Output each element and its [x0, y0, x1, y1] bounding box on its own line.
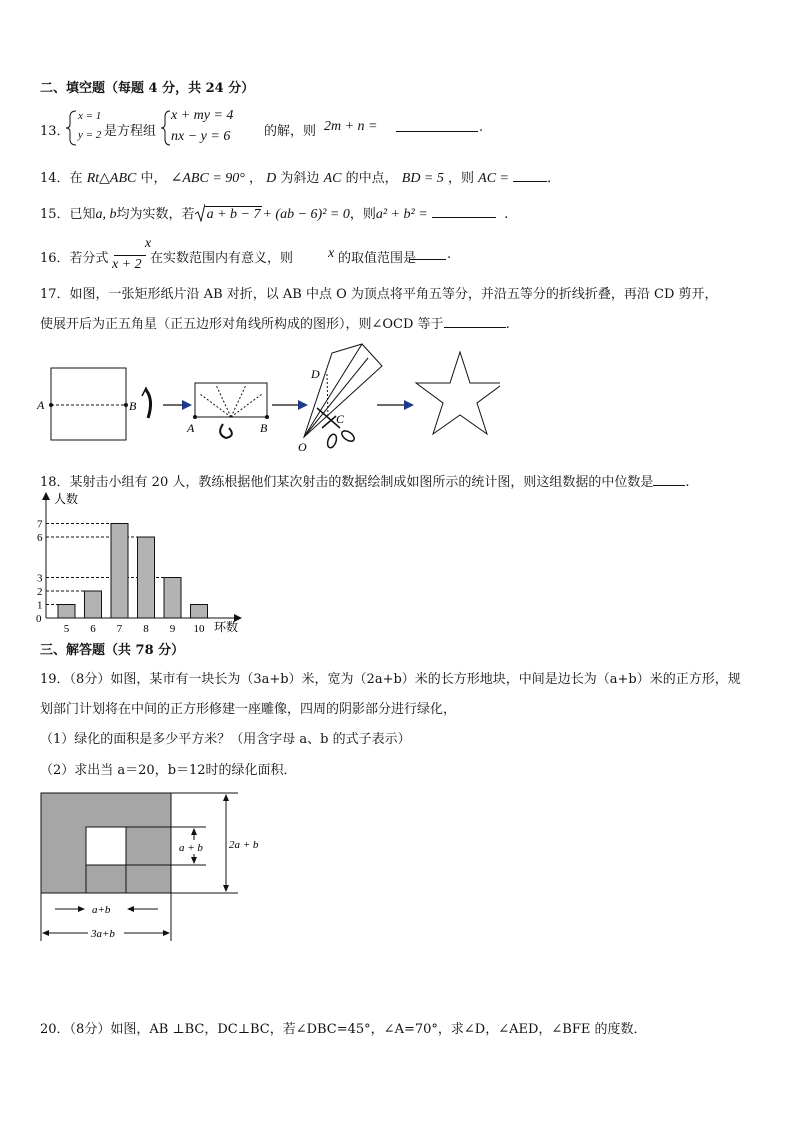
q19-line2: 划部门计划将在中间的正方形修建一座雕像，四周的阴影部分进行绿化， [40, 702, 457, 717]
label-a: A [187, 421, 195, 435]
inner-square [86, 827, 126, 865]
question-18: 18．某射击小组有 20 人，教练根据他们某次射击的数据绘制成如图所示的统计图，则这组数据的中位数是 . [40, 475, 690, 490]
paper-square [51, 368, 126, 440]
q13-expression: 2m + n = [324, 119, 378, 134]
q16-text: 的取值范围是 [338, 251, 417, 266]
fraction-bar [114, 255, 146, 256]
bar-6 [85, 591, 102, 618]
y-tick-1: 1 [37, 599, 43, 612]
q15-expression: a² + b² = [375, 207, 428, 222]
question-16: 16．若分式 x x + 2 在实数范围内有意义，则 x 的取值范围是 . [40, 236, 452, 272]
land-plot-figure [30, 788, 260, 946]
bar-7 [111, 524, 128, 619]
arrow-head-icon [298, 400, 308, 410]
y-tick-2: 2 [37, 586, 43, 598]
q18-text: 18．某射击小组有 20 人，教练根据他们某次射击的数据绘制成如图所示的统计图，则这组数据的中位数是 [40, 475, 654, 490]
x-axis-label: 环数 [214, 620, 239, 634]
label-c: C [336, 412, 345, 426]
answer-blank[interactable] [396, 119, 478, 132]
x-tick-10: 10 [193, 623, 205, 634]
variable-x: x [328, 246, 335, 261]
point-a [49, 403, 53, 407]
fraction-denominator: x + 2 [112, 257, 142, 272]
q16-text: 在实数范围内有意义，则 [150, 251, 294, 266]
label-inner-width: a+b [92, 904, 111, 916]
y-tick-3: 3 [37, 572, 43, 585]
solution-x: x = 1 [78, 110, 102, 122]
segment-ac: AC [323, 171, 342, 186]
q17-line1: 17．如图，一张矩形纸片沿 AB 对折，以 AB 中点 O 为顶点将平角五等分，并沿五等分的折线折叠，再沿 CD 剪开， [40, 287, 718, 302]
arrow-head-icon [163, 930, 170, 936]
answer-blank[interactable] [410, 247, 446, 260]
q13-text: 是方程组 [104, 124, 157, 139]
point-b [124, 403, 128, 407]
fraction-numerator: x [144, 236, 152, 251]
bar-8 [138, 537, 155, 618]
arrow-head-icon [127, 906, 134, 912]
fold-edge [304, 344, 362, 437]
fold-arrow-icon [220, 424, 232, 438]
label-o: O [298, 440, 307, 454]
equation-1: x + my = 4 [171, 108, 234, 123]
q14-text: ，则 [448, 171, 475, 186]
angle-abc: ∠ABC = 90° [170, 171, 245, 186]
point-d: D [266, 171, 277, 186]
arrow-head-icon [223, 794, 229, 801]
x-tick-9: 9 [169, 623, 176, 634]
folding-figure [30, 338, 500, 458]
q15-equation: + (ab − 6)² = 0 [262, 207, 350, 222]
q14-text: 为斜边 [280, 171, 320, 186]
answer-blank[interactable] [444, 315, 506, 328]
label-a: A [37, 398, 45, 412]
x-tick-5: 5 [63, 623, 70, 634]
question-number: 16．若分式 [40, 251, 109, 266]
q15-text: 均为实数，若 [116, 207, 195, 222]
arrow-head-icon [191, 828, 197, 835]
section-title-fill-in: 二、填空题（每题 4 分，共 24 分） [40, 81, 255, 96]
label-outer-width: 3a+b [91, 928, 115, 940]
arrow-head-icon [223, 885, 229, 892]
bar-10 [191, 605, 208, 619]
question-20: 20．（8分）如图，AB ⊥BC，DC⊥BC，若∠DBC=45°，∠A=70°，求∠D，∠AED，∠BFE 的度数． [40, 1022, 647, 1037]
label-b: B [129, 399, 137, 413]
five-fold-lines [200, 385, 262, 417]
label-inner-height: a + b [179, 842, 203, 854]
y-tick-7: 7 [37, 518, 43, 531]
cut-line-cd [327, 374, 328, 418]
arrow-head-icon [78, 906, 85, 912]
question-number: 15．已知 [40, 207, 96, 222]
point-a [193, 415, 197, 419]
q14-text: 的中点， [345, 171, 398, 186]
label-d: D [311, 367, 320, 381]
section-title-answer: 三、解答题（共 78 分） [40, 643, 185, 658]
triangle-name: Rt△ABC [86, 171, 137, 186]
arrow-head-icon [191, 857, 197, 864]
arrow-head-icon [182, 400, 192, 410]
q19-part1: （1）绿化的面积是多少平方米？（用含字母 a、b 的式子表示） [40, 732, 411, 747]
arrow-head-icon [404, 400, 414, 410]
bd-length: BD = 5 [401, 171, 444, 186]
variables-ab: a, b [95, 207, 117, 222]
answer-blank[interactable] [432, 205, 496, 218]
question-13: 13． x = 1 y = 2 是方程组 x + my = 4 nx − y = 6 的解，则 2m + n = . [40, 108, 484, 144]
question-15: 15．已知a, b均为实数，若 a + b − 7 + (ab − 6)² = 0，则a² + b² = . [40, 203, 508, 225]
answer-blank[interactable] [513, 169, 547, 182]
solution-y: y = 2 [78, 129, 102, 141]
radical-sign-icon [195, 204, 205, 222]
five-point-star-icon [416, 352, 500, 434]
x-tick-7: 7 [116, 623, 123, 634]
q14-text: ， [249, 171, 263, 186]
bar-9 [164, 578, 181, 619]
bar-chart [34, 490, 244, 634]
left-brace-icon [64, 110, 78, 146]
q17-line2: 使展开后为正五角星（正五边形对角线所构成的图形），则∠OCD 等于 [40, 317, 444, 332]
x-tick-6: 6 [90, 623, 96, 634]
q14-expression: AC = [478, 171, 510, 186]
y-tick-6: 6 [37, 532, 43, 544]
equation-2: nx − y = 6 [171, 129, 231, 144]
q13-text: 的解，则 [264, 124, 317, 139]
label-outer-height: 2a + b [229, 839, 259, 851]
origin-label: 0 [36, 613, 42, 625]
question-number: 13． [40, 124, 70, 139]
point-b [265, 415, 269, 419]
question-14: 14．在 Rt△ABC 中， ∠ABC = 90° ， D 为斜边 AC 的中点， BD = 5 ，则 AC = ． [40, 171, 561, 186]
y-axis-arrow-icon [42, 492, 50, 500]
arrow-head-icon [42, 930, 49, 936]
bar-5 [58, 605, 75, 619]
question-number: 14．在 [40, 171, 83, 186]
question-17-line2: 使展开后为正五角星（正五边形对角线所构成的图形），则∠OCD 等于 . [40, 317, 510, 332]
y-axis-label: 人数 [54, 492, 79, 506]
answer-blank[interactable] [653, 473, 685, 486]
q15-text: ，则 [349, 207, 376, 222]
q19-part2: （2）求出当 a＝20，b＝12时的绿化面积． [40, 763, 297, 778]
q14-text: 中， [140, 171, 167, 186]
x-tick-8: 8 [143, 623, 149, 634]
label-b: B [260, 421, 268, 435]
folded-rectangle [195, 383, 267, 417]
radicand: a + b − 7 [206, 207, 261, 222]
q19-line1: 19．（8分）如图，某市有一块长为（3a+b）米，宽为（2a+b）米的长方形地块，中间是边长为（a+b）米的正方形，规 [40, 672, 741, 687]
